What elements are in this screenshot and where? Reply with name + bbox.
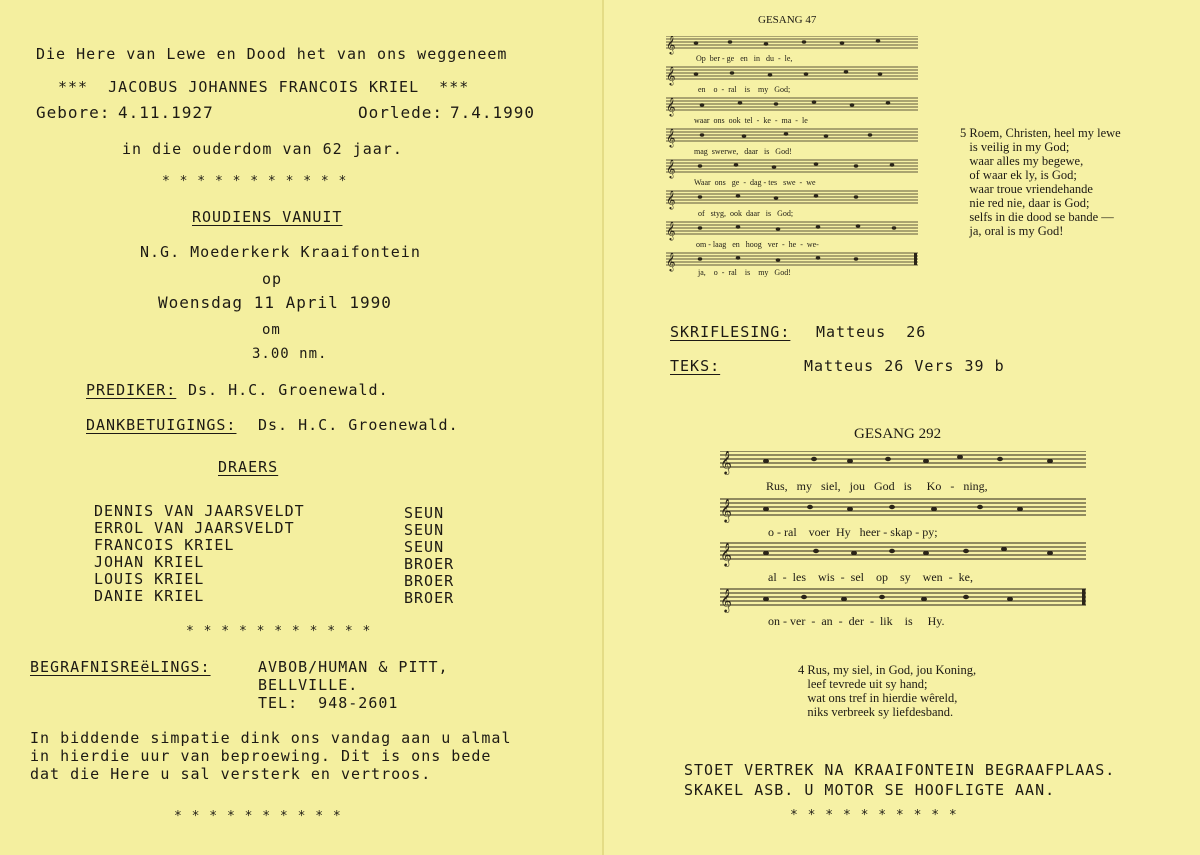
service-heading: ROUDIENS VANUIT — [192, 208, 343, 226]
svg-text:𝄞: 𝄞 — [666, 190, 676, 209]
bearer-name: DANIE KRIEL — [94, 587, 205, 605]
funeral-line: BELLVILLE. — [258, 676, 359, 694]
preacher-name: Ds. H.C. Groenewald. — [188, 381, 389, 399]
stanza-line: nie red nie, daar is God; — [960, 196, 1090, 210]
right-page — [604, 0, 1200, 855]
hymn2-lyric-line: o - ral voer Hy heer - skap - py; — [768, 525, 938, 539]
procession-line: STOET VERTREK NA KRAAIFONTEIN BEGRAAFPLAAS. — [684, 761, 1116, 779]
svg-text:𝄞: 𝄞 — [720, 588, 732, 612]
bearer-name: JOHAN KRIEL — [94, 553, 205, 571]
svg-text:𝄞: 𝄞 — [720, 451, 732, 474]
svg-text:𝄞: 𝄞 — [666, 128, 676, 147]
svg-text:𝄞: 𝄞 — [666, 221, 676, 240]
funeral-line: AVBOB/HUMAN & PITT, — [258, 658, 449, 676]
died-label: Oorlede: — [358, 103, 444, 122]
church-name: N.G. Moederkerk Kraaifontein — [140, 243, 421, 261]
hymn1-lyric-line: ja, o - ral is my God! — [698, 268, 791, 277]
stanza-line: of waar ek ly, is God; — [960, 168, 1077, 182]
stars-divider: * * * * * * * * * * — [790, 808, 958, 823]
service-time: 3.00 nm. — [252, 346, 328, 362]
reading-label: SKRIFLESING: — [670, 323, 791, 341]
op-word: op — [262, 270, 283, 288]
born-date: 4.11.1927 — [118, 103, 214, 122]
funeral-label: BEGRAFNISREëLINGS: — [30, 658, 211, 676]
svg-text:𝄞: 𝄞 — [666, 66, 676, 85]
intro-line: Die Here van Lewe en Dood het van ons weggeneem — [36, 45, 508, 63]
stanza-line: wat ons tref in hierdie wêreld, — [798, 691, 958, 705]
hymn1-lyric-line: waar ons ook tel - ke - ma - le — [694, 116, 808, 125]
closing-line: in hierdie uur van beproewing. Dit is ons bede — [30, 747, 492, 765]
stanza-line: leef tevrede uit sy hand; — [798, 677, 928, 691]
deceased-name: *** JACOBUS JOHANNES FRANCOIS KRIEL *** — [58, 78, 470, 96]
svg-text:𝄞: 𝄞 — [666, 252, 676, 271]
procession-line: SKAKEL ASB. U MOTOR SE HOOFLIGTE AAN. — [684, 781, 1056, 799]
svg-text:𝄞: 𝄞 — [720, 498, 732, 522]
bearer-relation: SEUN — [404, 538, 445, 556]
hymn1-lyric-line: om - laag en hoog ver - he - we- — [696, 240, 819, 249]
hymn1-title: GESANG 47 — [758, 14, 817, 26]
bearer-relation: BROER — [404, 572, 455, 590]
born-label: Gebore: — [36, 103, 111, 122]
hymn1-lyric-line: mag swerwe, daar is God! — [694, 147, 792, 156]
hymn1-lyric-line: en o - ral is my God; — [698, 85, 791, 94]
stanza-line: waar troue vriendehande — [960, 182, 1093, 196]
bearer-name: LOUIS KRIEL — [94, 570, 205, 588]
bearer-relation: SEUN — [404, 504, 445, 522]
reading-reference: Matteus 26 — [816, 323, 927, 341]
stanza-line: niks verbreek sy liefdesband. — [798, 705, 954, 719]
svg-text:𝄞: 𝄞 — [666, 97, 676, 116]
om-word: om — [262, 322, 281, 338]
thanks-name: Ds. H.C. Groenewald. — [258, 416, 459, 434]
hymn2-lyric-line: al - les wis - sel op sy wen - ke, — [768, 570, 973, 584]
hymn2-lyric-line: on - ver - an - der - lik is Hy. — [768, 614, 945, 628]
stanza-line: selfs in die dood se bande — — [960, 210, 1114, 224]
service-date: Woensdag 11 April 1990 — [158, 293, 392, 312]
thanks-label: DANKBETUIGINGS: — [86, 416, 237, 434]
age-line: in die ouderdom van 62 jaar. — [122, 140, 403, 158]
bearer-relation: SEUN — [404, 521, 445, 539]
stanza-line: 4 Rus, my siel, in God, jou Koning, — [798, 663, 977, 677]
died-date: 7.4.1990 — [450, 103, 536, 122]
stars-divider: * * * * * * * * * * * — [186, 624, 372, 639]
bearers-heading: DRAERS — [218, 458, 279, 476]
stanza-line: waar alles my begewe, — [960, 154, 1084, 168]
svg-text:𝄞: 𝄞 — [666, 159, 676, 178]
hymn1-stanza — [960, 126, 1121, 238]
stanza-line: ja, oral is my God! — [960, 224, 1064, 238]
stanza-line: is veilig in my God; — [960, 140, 1070, 154]
stanza-line: 5 Roem, Christen, heel my lewe — [960, 126, 1121, 140]
stars-divider: * * * * * * * * * * * — [162, 174, 348, 189]
hymn1-lyric-line: of styg, ook daar is God; — [698, 209, 794, 218]
hymn2-lyric-line: Rus, my siel, jou God is Ko - ning, — [766, 479, 988, 493]
hymn1-lyric-line: Waar ons ge - dag - tes swe - we — [694, 178, 816, 187]
bearer-relation: BROER — [404, 555, 455, 573]
stars-divider: * * * * * * * * * * — [174, 809, 342, 824]
text-label: TEKS: — [670, 357, 721, 375]
bearer-name: FRANCOIS KRIEL — [94, 536, 235, 554]
svg-text:𝄞: 𝄞 — [666, 36, 676, 54]
bearer-name: ERROL VAN JAARSVELDT — [94, 519, 295, 537]
hymn1-lyric-line: Op ber - ge en in du - le, — [696, 54, 793, 63]
hymn2-stanza — [798, 663, 976, 719]
text-reference: Matteus 26 Vers 39 b — [804, 357, 1005, 375]
svg-text:𝄞: 𝄞 — [720, 542, 732, 566]
bearer-name: DENNIS VAN JAARSVELDT — [94, 502, 305, 520]
bearer-relation: BROER — [404, 589, 455, 607]
funeral-phone: TEL: 948-2601 — [258, 694, 399, 712]
closing-line: In biddende simpatie dink ons vandag aan u almal — [30, 729, 512, 747]
hymn2-title: GESANG 292 — [854, 426, 942, 442]
preacher-label: PREDIKER: — [86, 381, 177, 399]
closing-line: dat die Here u sal versterk en vertroos. — [30, 765, 432, 783]
